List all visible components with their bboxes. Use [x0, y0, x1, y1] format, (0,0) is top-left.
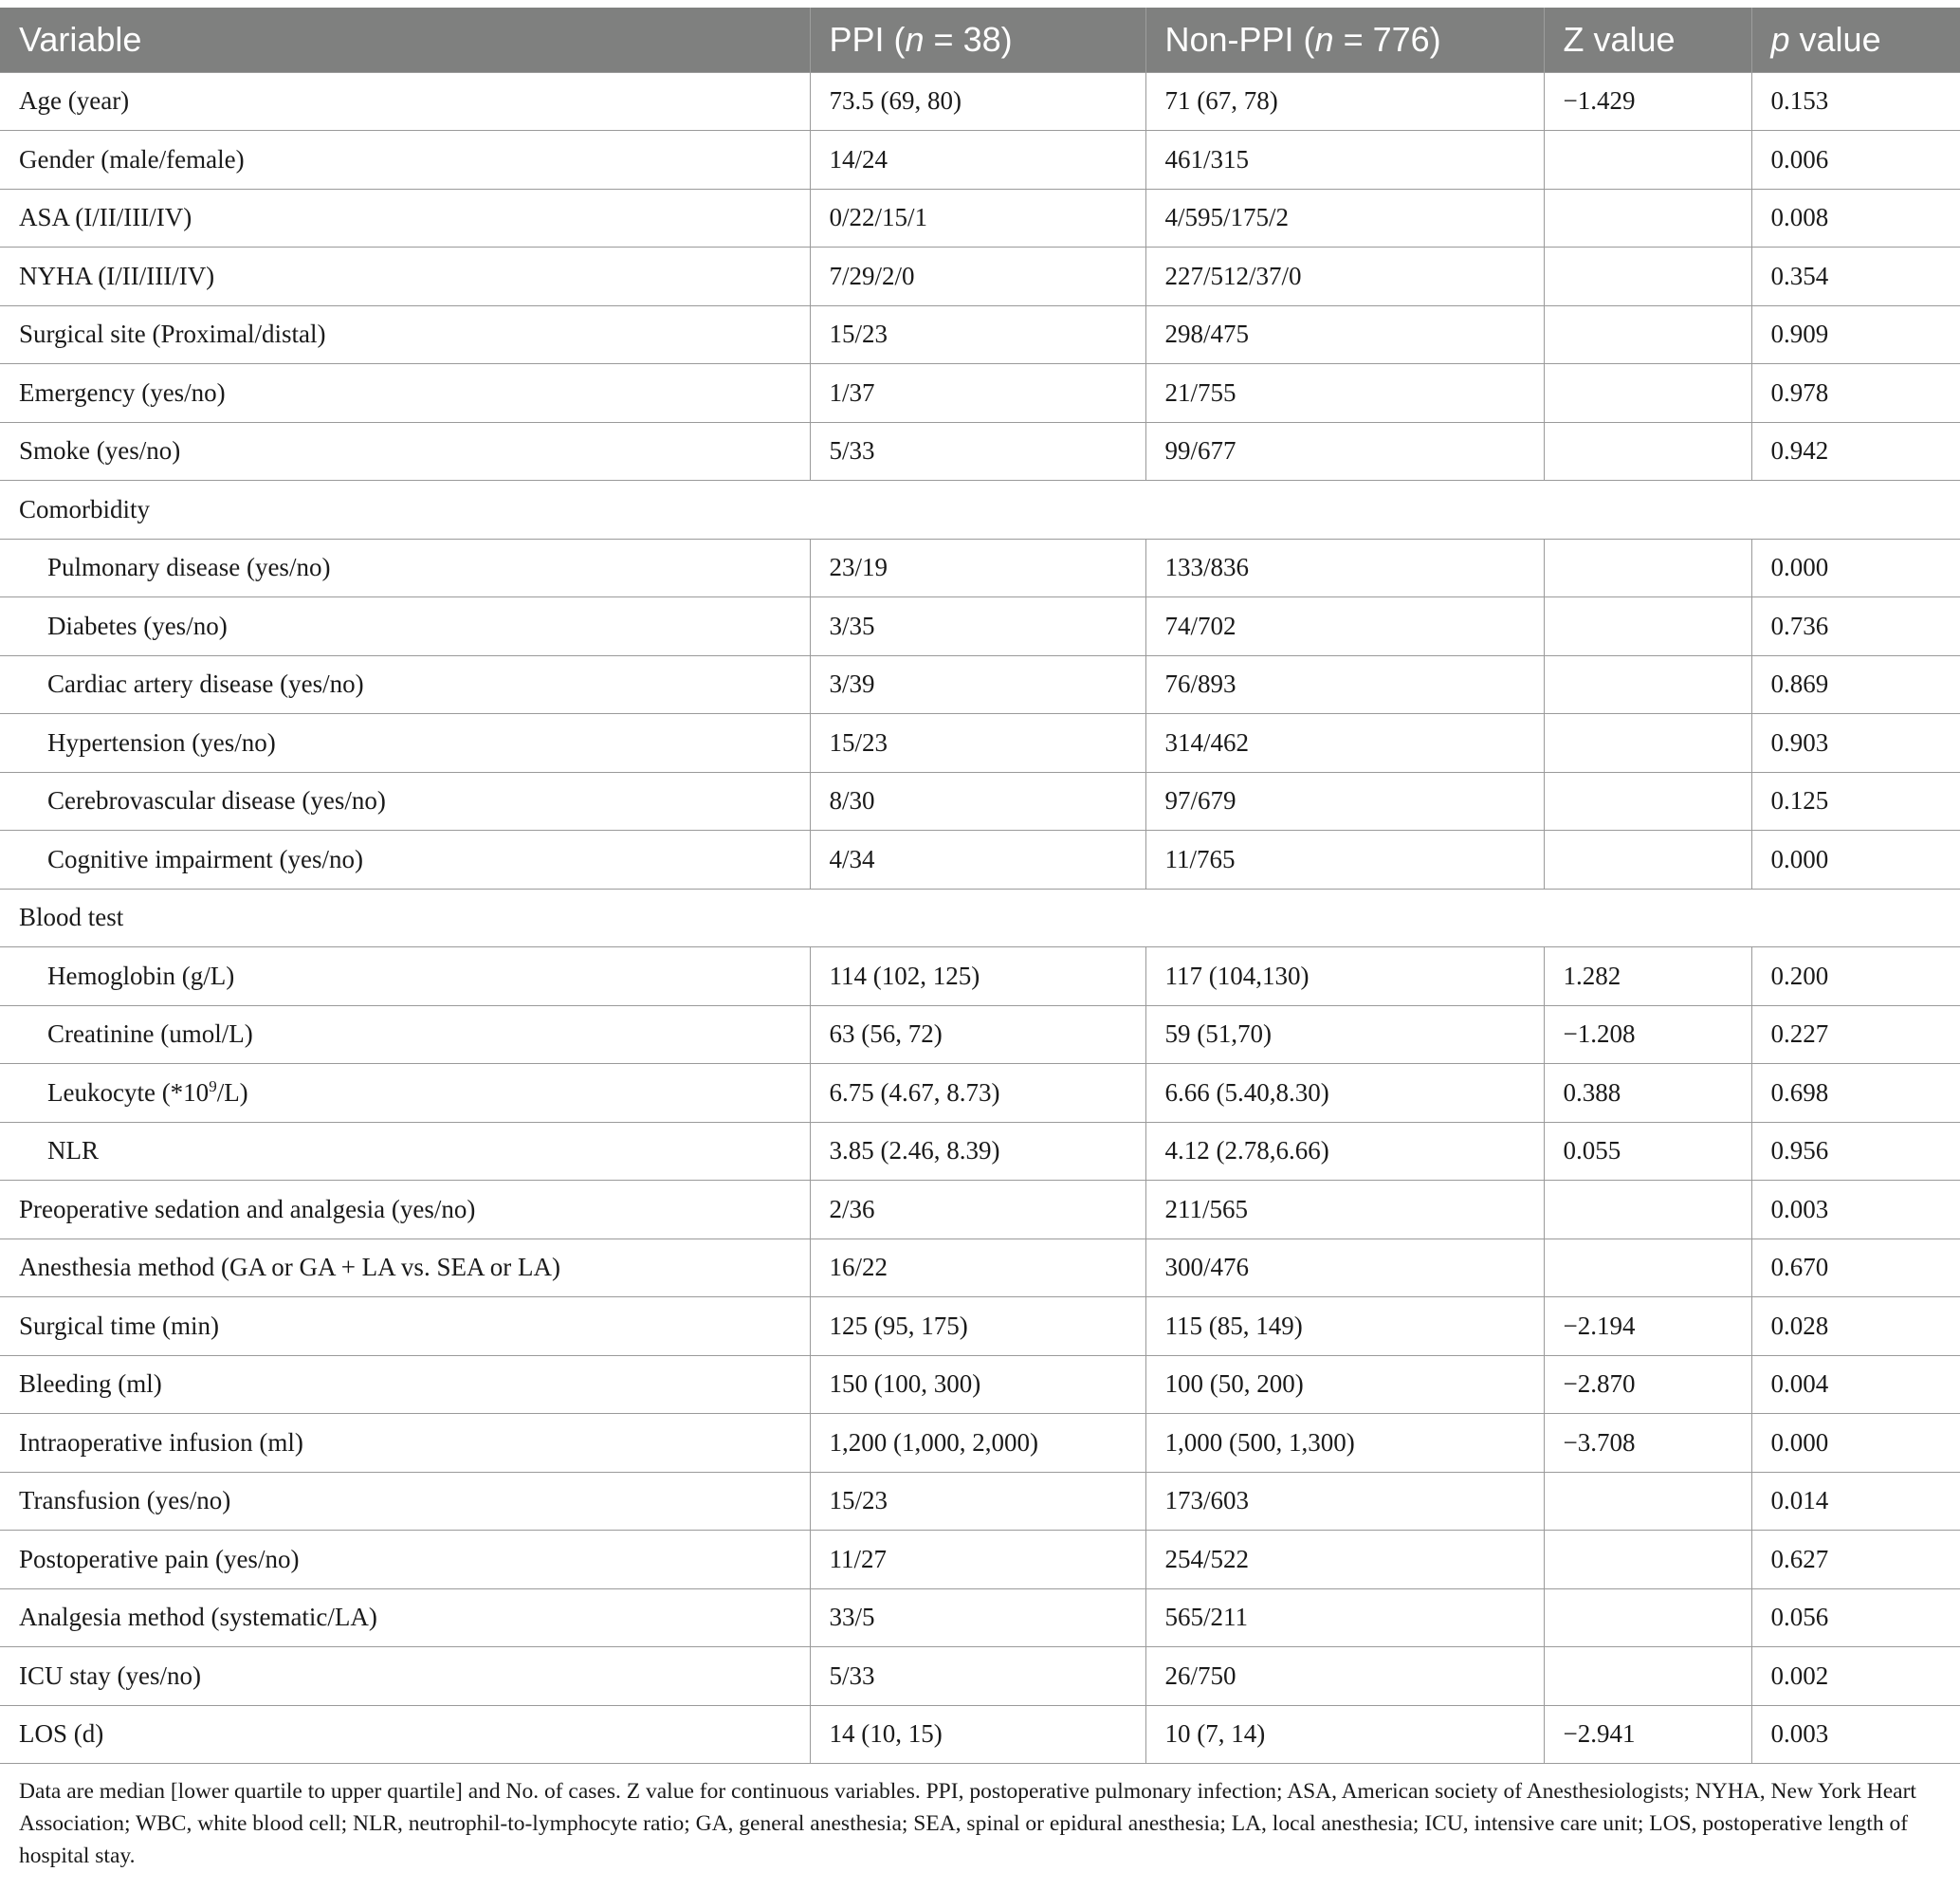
cell-p-value: 0.978 [1751, 364, 1960, 423]
cell-nonppi: 314/462 [1145, 714, 1544, 773]
cell-z-value [1544, 1588, 1751, 1647]
variable-label: ASA (I/II/III/IV) [19, 203, 192, 232]
cell-z-value [1544, 772, 1751, 831]
cell-ppi: 2/36 [810, 1181, 1145, 1239]
cell-z-value [1544, 714, 1751, 773]
variable-label: LOS (d) [19, 1719, 104, 1749]
section-row [0, 889, 1960, 947]
cell-p-value: 0.125 [1751, 772, 1960, 831]
cell-p-value: 0.956 [1751, 1122, 1960, 1181]
cell-ppi: 14 (10, 15) [810, 1705, 1145, 1764]
variable-label: Smoke (yes/no) [19, 436, 181, 466]
table-row [0, 714, 1960, 773]
cell-nonppi: 115 (85, 149) [1145, 1297, 1544, 1356]
cell-ppi: 6.75 (4.67, 8.73) [810, 1064, 1145, 1123]
cell-variable [0, 1705, 810, 1764]
variable-label: NLR [47, 1136, 99, 1165]
cell-nonppi: 100 (50, 200) [1145, 1355, 1544, 1414]
cell-ppi: 15/23 [810, 1472, 1145, 1531]
cell-variable [0, 248, 810, 306]
cell-ppi: 3.85 (2.46, 8.39) [810, 1122, 1145, 1181]
table-row [0, 1297, 1960, 1356]
header-nonppi-prefix: Non-PPI ( [1164, 19, 1315, 59]
cell-nonppi: 21/755 [1145, 364, 1544, 423]
cell-p-value: 0.736 [1751, 597, 1960, 656]
cell-z-value [1544, 655, 1751, 714]
cell-nonppi: 133/836 [1145, 539, 1544, 597]
section-row [0, 481, 1960, 540]
variable-label: Pulmonary disease (yes/no) [47, 553, 331, 582]
variable-label: Diabetes (yes/no) [47, 611, 228, 640]
variable-label: Cardiac artery disease (yes/no) [47, 670, 364, 699]
table-row [0, 539, 1960, 597]
cell-ppi: 7/29/2/0 [810, 248, 1145, 306]
table-row [0, 72, 1960, 131]
cell-z-value: 0.055 [1544, 1122, 1751, 1181]
table-row [0, 947, 1960, 1006]
header-nonppi-n: n [1314, 19, 1334, 59]
cell-ppi: 114 (102, 125) [810, 947, 1145, 1006]
cell-ppi: 0/22/15/1 [810, 189, 1145, 248]
cell-nonppi: 173/603 [1145, 1472, 1544, 1531]
cell-p-value: 0.698 [1751, 1064, 1960, 1123]
cell-z-value [1544, 1531, 1751, 1589]
cell-nonppi: 300/476 [1145, 1239, 1544, 1297]
cell-variable [0, 1414, 810, 1473]
cell-nonppi: 97/679 [1145, 772, 1544, 831]
variable-label: Emergency (yes/no) [19, 377, 226, 407]
cell-nonppi: 71 (67, 78) [1145, 72, 1544, 131]
cell-variable [0, 72, 810, 131]
header-ppi-n: n [905, 19, 925, 59]
cell-ppi: 15/23 [810, 714, 1145, 773]
cell-ppi: 3/39 [810, 655, 1145, 714]
cell-z-value [1544, 1647, 1751, 1706]
header-z [1544, 8, 1751, 72]
cell-ppi: 63 (56, 72) [810, 1005, 1145, 1064]
table-row [0, 655, 1960, 714]
cell-variable [0, 1472, 810, 1531]
cell-nonppi: 211/565 [1145, 1181, 1544, 1239]
cell-p-value: 0.003 [1751, 1181, 1960, 1239]
cell-z-value: −1.208 [1544, 1005, 1751, 1064]
cell-p-value: 0.003 [1751, 1705, 1960, 1764]
table-row [0, 248, 1960, 306]
cell-z-value: 0.388 [1544, 1064, 1751, 1123]
cell-z-value [1544, 597, 1751, 656]
cell-p-value: 0.200 [1751, 947, 1960, 1006]
cell-variable [0, 889, 1960, 947]
table-row [0, 831, 1960, 890]
cell-p-value: 0.627 [1751, 1531, 1960, 1589]
cell-variable [0, 189, 810, 248]
variable-label: Surgical site (Proximal/distal) [19, 320, 326, 349]
cell-p-value: 0.354 [1751, 248, 1960, 306]
cell-p-value: 0.227 [1751, 1005, 1960, 1064]
cell-z-value [1544, 305, 1751, 364]
table-row [0, 131, 1960, 190]
cell-p-value: 0.903 [1751, 714, 1960, 773]
cell-z-value [1544, 1181, 1751, 1239]
header-nonppi [1145, 8, 1544, 72]
cell-p-value: 0.000 [1751, 539, 1960, 597]
cell-nonppi: 76/893 [1145, 655, 1544, 714]
header-z-label: Z value [1563, 19, 1676, 59]
cell-nonppi: 254/522 [1145, 1531, 1544, 1589]
table-row [0, 1414, 1960, 1473]
variable-label: Preoperative sedation and analgesia (yes/no) [19, 1194, 476, 1223]
variable-label: Anesthesia method (GA or GA + LA vs. SEA or LA) [19, 1253, 560, 1282]
cell-nonppi: 1,000 (500, 1,300) [1145, 1414, 1544, 1473]
cell-p-value: 0.000 [1751, 831, 1960, 890]
variable-label-end: /L) [216, 1077, 248, 1107]
cell-nonppi: 565/211 [1145, 1588, 1544, 1647]
cell-variable [0, 1122, 810, 1181]
cell-ppi: 73.5 (69, 80) [810, 72, 1145, 131]
table-row [0, 364, 1960, 423]
variable-label: Age (year) [19, 86, 130, 116]
variable-label: Gender (male/female) [19, 144, 245, 174]
variable-label: Intraoperative infusion (ml) [19, 1427, 303, 1457]
cell-z-value [1544, 1472, 1751, 1531]
table-row [0, 1239, 1960, 1297]
table-row [0, 422, 1960, 481]
variable-label: Blood test [19, 903, 124, 932]
cell-z-value [1544, 422, 1751, 481]
variable-label: Cognitive impairment (yes/no) [47, 844, 363, 873]
cell-variable [0, 131, 810, 190]
cell-ppi: 5/33 [810, 1647, 1145, 1706]
cell-ppi: 3/35 [810, 597, 1145, 656]
variable-label: Surgical time (min) [19, 1311, 219, 1340]
variable-label: Transfusion (yes/no) [19, 1486, 231, 1515]
table-container [0, 8, 1960, 1764]
header-variable-label: Variable [19, 19, 142, 59]
cell-ppi: 150 (100, 300) [810, 1355, 1145, 1414]
cell-ppi: 1,200 (1,000, 2,000) [810, 1414, 1145, 1473]
cell-variable [0, 655, 810, 714]
cell-nonppi: 461/315 [1145, 131, 1544, 190]
table-footnote: Data are median [lower quartile to upper quartile] and No. of cases. Z value for continuous variables. PPI, postoperative pulmonary infection; ASA, American society of Anesthesiologists; NYHA, New York Heart Association; WBC, white blood cell; NLR, neutrophil-to-lymphocyte ratio; GA, general anesthesia; SEA, spinal or epidural anesthesia; LA, local anesthesia; ICU, intensive care unit; LOS, postoperative length of hospital stay. [19, 1779, 1916, 1868]
cell-variable [0, 1355, 810, 1414]
cell-z-value [1544, 248, 1751, 306]
variable-label: Postoperative pain (yes/no) [19, 1544, 300, 1573]
cell-variable [0, 1064, 810, 1123]
cell-z-value [1544, 1239, 1751, 1297]
cell-z-value: −2.870 [1544, 1355, 1751, 1414]
cell-z-value: 1.282 [1544, 947, 1751, 1006]
variable-label: Bleeding (ml) [19, 1369, 162, 1399]
header-row [0, 8, 1960, 72]
table-header [0, 8, 1960, 72]
cell-z-value: −2.194 [1544, 1297, 1751, 1356]
cell-nonppi: 6.66 (5.40,8.30) [1145, 1064, 1544, 1123]
cell-variable [0, 1181, 810, 1239]
cell-z-value [1544, 364, 1751, 423]
cell-p-value: 0.909 [1751, 305, 1960, 364]
cell-z-value: −3.708 [1544, 1414, 1751, 1473]
variable-label: Hypertension (yes/no) [47, 727, 276, 757]
cell-ppi: 16/22 [810, 1239, 1145, 1297]
table-row [0, 597, 1960, 656]
cell-variable [0, 947, 810, 1006]
cell-p-value: 0.014 [1751, 1472, 1960, 1531]
cell-variable [0, 1531, 810, 1589]
cell-p-value: 0.942 [1751, 422, 1960, 481]
cell-variable [0, 831, 810, 890]
table-row [0, 1647, 1960, 1706]
variable-label: Creatinine (umol/L) [47, 1019, 253, 1049]
cell-nonppi: 117 (104,130) [1145, 947, 1544, 1006]
cell-p-value: 0.028 [1751, 1297, 1960, 1356]
header-nonppi-suffix: = 776) [1333, 19, 1441, 59]
variable-label: Hemoglobin (g/L) [47, 961, 235, 990]
table-body [0, 72, 1960, 1764]
cell-nonppi: 4/595/175/2 [1145, 189, 1544, 248]
cell-variable [0, 714, 810, 773]
cell-variable [0, 1239, 810, 1297]
header-ppi-prefix: PPI ( [829, 19, 906, 59]
variable-label: Comorbidity [19, 494, 151, 523]
cell-nonppi: 59 (51,70) [1145, 1005, 1544, 1064]
header-p-rest: value [1789, 19, 1881, 59]
table-row [0, 189, 1960, 248]
cell-p-value: 0.002 [1751, 1647, 1960, 1706]
variable-label: Leukocyte (*10 [47, 1077, 210, 1107]
cell-ppi: 5/33 [810, 422, 1145, 481]
cell-p-value: 0.670 [1751, 1239, 1960, 1297]
cell-variable [0, 597, 810, 656]
cell-nonppi: 74/702 [1145, 597, 1544, 656]
cell-ppi: 33/5 [810, 1588, 1145, 1647]
table-row [0, 1064, 1960, 1123]
header-variable [0, 8, 810, 72]
table-row [0, 305, 1960, 364]
cell-ppi: 125 (95, 175) [810, 1297, 1145, 1356]
cell-variable [0, 305, 810, 364]
cell-p-value: 0.004 [1751, 1355, 1960, 1414]
cell-nonppi: 4.12 (2.78,6.66) [1145, 1122, 1544, 1181]
cell-z-value [1544, 189, 1751, 248]
cell-p-value: 0.153 [1751, 72, 1960, 131]
header-ppi-suffix: = 38) [924, 19, 1013, 59]
header-ppi [810, 8, 1145, 72]
table-row [0, 1181, 1960, 1239]
cell-variable [0, 1647, 810, 1706]
cell-variable [0, 1005, 810, 1064]
table-row [0, 1005, 1960, 1064]
cell-nonppi: 10 (7, 14) [1145, 1705, 1544, 1764]
cell-nonppi: 11/765 [1145, 831, 1544, 890]
cell-variable [0, 1588, 810, 1647]
cell-variable [0, 422, 810, 481]
cell-nonppi: 227/512/37/0 [1145, 248, 1544, 306]
cell-p-value: 0.008 [1751, 189, 1960, 248]
cell-variable [0, 364, 810, 423]
cell-variable [0, 539, 810, 597]
cell-p-value: 0.869 [1751, 655, 1960, 714]
cell-ppi: 8/30 [810, 772, 1145, 831]
table-row [0, 1355, 1960, 1414]
cell-p-value: 0.006 [1751, 131, 1960, 190]
variable-label: NYHA (I/II/III/IV) [19, 261, 215, 290]
cell-ppi: 4/34 [810, 831, 1145, 890]
table-row [0, 1588, 1960, 1647]
data-table [0, 8, 1960, 1764]
cell-ppi: 11/27 [810, 1531, 1145, 1589]
cell-ppi: 14/24 [810, 131, 1145, 190]
cell-z-value [1544, 539, 1751, 597]
cell-nonppi: 26/750 [1145, 1647, 1544, 1706]
cell-p-value: 0.000 [1751, 1414, 1960, 1473]
variable-label: ICU stay (yes/no) [19, 1661, 201, 1690]
table-row [0, 1122, 1960, 1181]
header-p-italic: p [1770, 19, 1790, 59]
variable-label: Analgesia method (systematic/LA) [19, 1603, 377, 1632]
cell-variable [0, 772, 810, 831]
cell-ppi: 15/23 [810, 305, 1145, 364]
header-p [1751, 8, 1960, 72]
cell-ppi: 1/37 [810, 364, 1145, 423]
variable-superscript: 9 [209, 1076, 217, 1095]
cell-variable [0, 1297, 810, 1356]
cell-z-value [1544, 131, 1751, 190]
cell-z-value: −1.429 [1544, 72, 1751, 131]
cell-variable [0, 481, 1960, 540]
cell-ppi: 23/19 [810, 539, 1145, 597]
cell-p-value: 0.056 [1751, 1588, 1960, 1647]
variable-label: Cerebrovascular disease (yes/no) [47, 786, 386, 816]
table-row [0, 1531, 1960, 1589]
table-row [0, 772, 1960, 831]
table-row [0, 1472, 1960, 1531]
cell-nonppi: 99/677 [1145, 422, 1544, 481]
table-row [0, 1705, 1960, 1764]
cell-z-value [1544, 831, 1751, 890]
cell-z-value: −2.941 [1544, 1705, 1751, 1764]
cell-nonppi: 298/475 [1145, 305, 1544, 364]
